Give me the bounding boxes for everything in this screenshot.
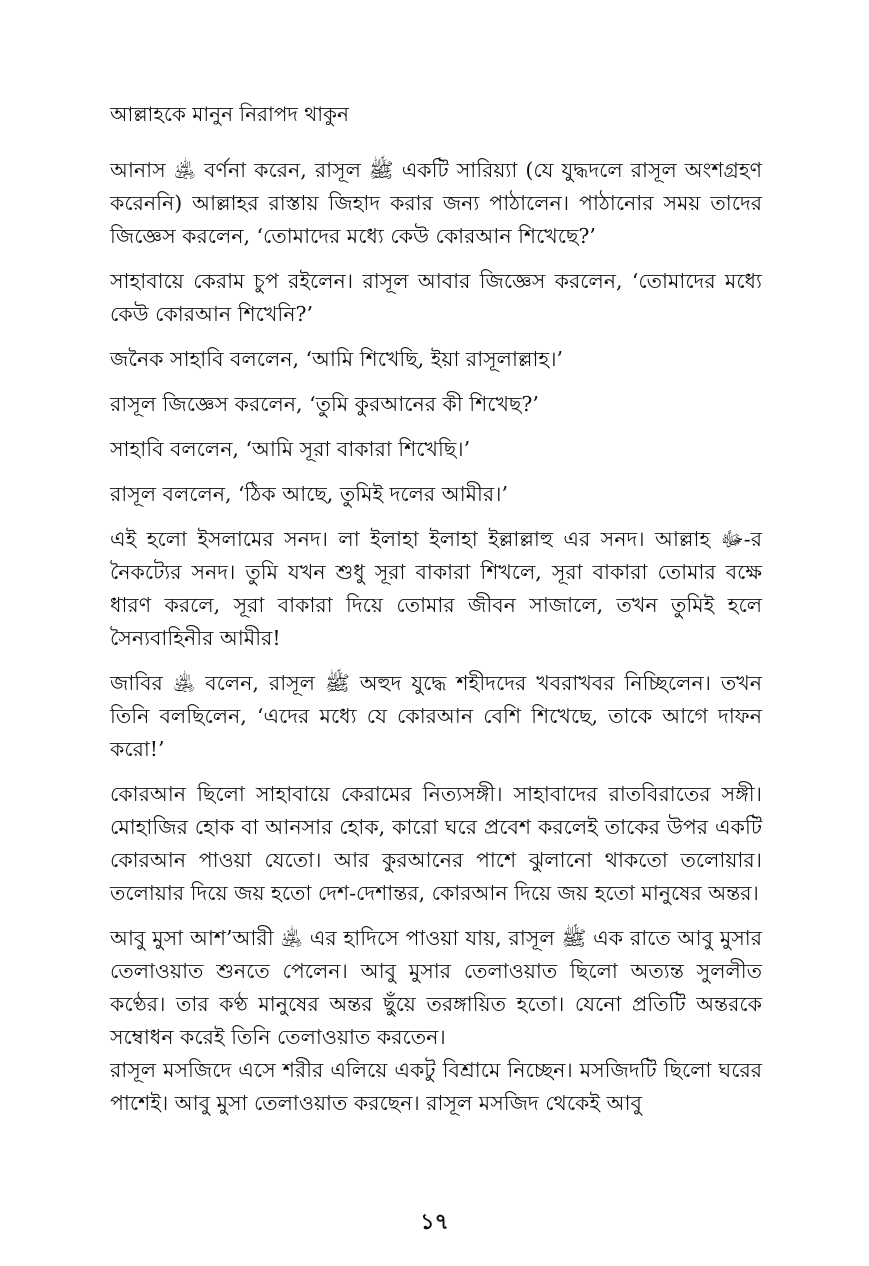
paragraph-abu-musa-hadith: আবু মুসা আশ’আরী ﵁ এর হাদিসে পাওয়া যায়, রাসূল ﷺ এক রাতে আবু মুসার তেলাওয়াত শুনতে পেলেন। আবু মুসার তেলাওয়াত ছিলো অত্যন্ত সুললীত কণ্ঠের। তার কণ্ঠ মানুষের অন্তর ছুঁয়ে তরঙ্গায়িত হতো। যেনো প্রতিটি অন্তরকে সম্বোধন করেই তিনি তেলাওয়াত করতেন।	[110, 926, 763, 1049]
paragraph-prophet-asks: রাসূল জিজ্ঞেস করলেন, ‘তুমি কুরআনের কী শিখেছ?’	[110, 392, 539, 416]
paragraph-prophet-in-mosque: রাসূল মসজিদে এসে শরীর এলিয়ে একটু বিশ্রামে নিচ্ছেন। মসজিদটি ছিলো ঘরের পাশেই। আবু মুসা তেলাওয়াত করছেন। রাসূল মসজিদ থেকেই আবু	[110, 1058, 762, 1115]
paragraph-islamic-certificate: এই হলো ইসলামের সনদ। লা ইলাহা ইলাহা ইল্লাল্লাহু এর সনদ। আল্লাহ ﷻ-র নৈকট্যের সনদ। তুমি যখন শুধু সূরা বাকারা শিখলে, সূরা বাকারা তোমার বক্ষে ধারণ করলে, সূরা বাকারা দিয়ে তোমার জীবন সাজালে, তখন তুমিই হলে সৈন্যবাহিনীর আমীর!	[110, 527, 762, 650]
paragraph-appointed-amir: রাসূল বললেন, ‘ঠিক আছে, তুমিই দলের আমীর।’	[110, 482, 508, 506]
running-header: আল্লাহকে মানুন নিরাপদ থাকুন	[110, 102, 349, 126]
book-page	[110, 100, 762, 1132]
paragraph-jabir-hadith: জাবির ﵁ বলেন, রাসূল ﷺ অহুদ যুদ্ধে শহীদদের খবরাখবর নিচ্ছিলেন। তখন তিনি বলছিলেন, ‘এদের মধ্যে যে কোরআন বেশি শিখেছে, তাকে আগে দাফন করো!’	[110, 671, 762, 761]
paragraph-surah-baqara: সাহাবি বললেন, ‘আমি সূরা বাকারা শিখেছি।’	[110, 437, 471, 461]
paragraph-quran-companion: কোরআন ছিলো সাহাবায়ে কেরামের নিত্যসঙ্গী। সাহাবাদের রাতবিরাতের সঙ্গী। মোহাজির হোক বা আনসার হোক, কারো ঘরে প্রবেশ করলেই তাকের উপর একটি কোরআন পাওয়া যেতো। আর কুরআনের পাশে ঝুলানো থাকতো তলোয়ার। তলোয়ার দিয়ে জয় হতো দেশ-দেশান্তর, কোরআন দিয়ে জয় হতো মানুষের অন্তর।	[110, 782, 762, 905]
paragraph-anas-hadith: আনাস ﵁ বর্ণনা করেন, রাসূল ﷺ একটি সারিয়্যা (যে যুদ্ধদলে রাসূল অংশগ্রহণ করেননি) আল্লাহর রাস্তায় জিহাদ করার জন্য পাঠালেন। পাঠানোর সময় তাদের জিজ্ঞেস করলেন, ‘তোমাদের মধ্যে কেউ কোরআন শিখেছে?’	[110, 158, 762, 248]
paragraph-companions-silent: সাহাবায়ে কেরাম চুপ রইলেন। রাসূল আবার জিজ্ঞেস করলেন, ‘তোমাদের মধ্যে কেউ কোরআন শিখেনি?’	[110, 269, 762, 326]
paragraph-companion-reply: জনৈক সাহাবি বললেন, ‘আমি শিখেছি, ইয়া রাসূলাল্লাহ।’	[110, 347, 564, 371]
page-number: ১৭	[420, 1209, 449, 1235]
